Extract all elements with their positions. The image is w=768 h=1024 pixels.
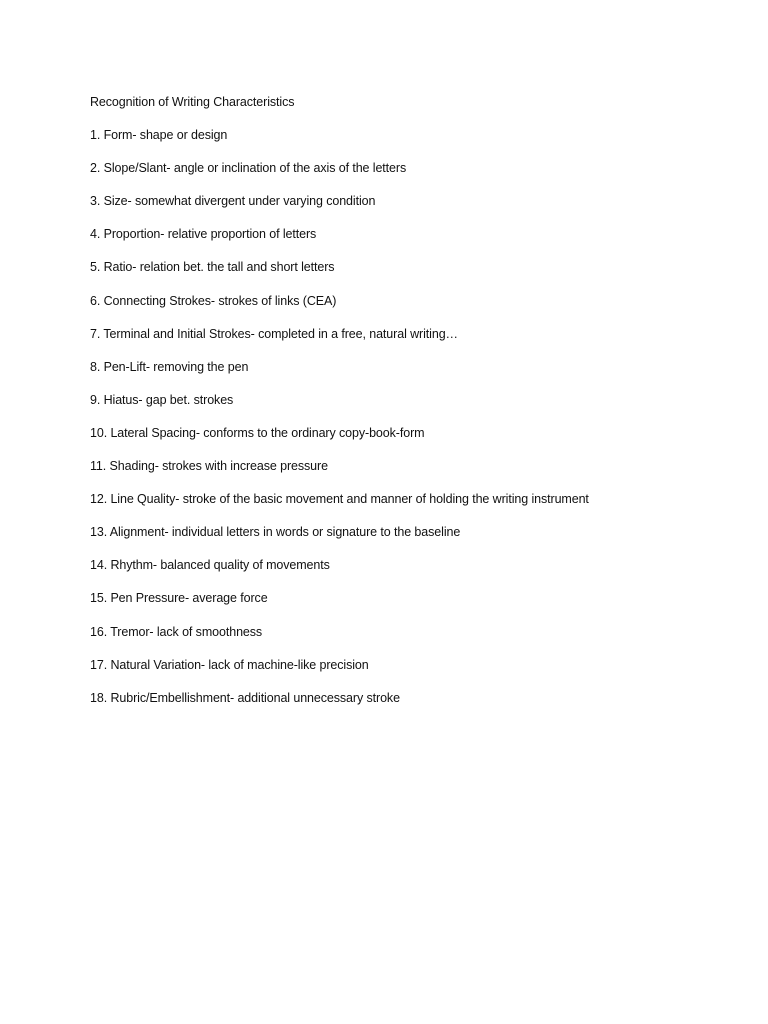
list-item: 4. Proportion- relative proportion of letters (90, 227, 317, 242)
list-item: 18. Rubric/Embellishment- additional unnecessary stroke (90, 690, 400, 705)
list-item: 5. Ratio- relation bet. the tall and short letters (90, 260, 335, 275)
list-item: 3. Size- somewhat divergent under varying condition (90, 194, 376, 209)
list-item: 15. Pen Pressure- average force (90, 591, 268, 606)
list-item: 9. Hiatus- gap bet. strokes (90, 392, 234, 407)
document-content (90, 92, 730, 721)
list-item: 7. Terminal and Initial Strokes- completed in a free, natural writing… (90, 326, 458, 341)
list-item: 17. Natural Variation- lack of machine-like precision (90, 657, 369, 672)
list-item: 16. Tremor- lack of smoothness (90, 624, 263, 639)
document-title: Recognition of Writing Characteristics (90, 95, 295, 109)
list-item: 11. Shading- strokes with increase pressure (90, 459, 328, 474)
list-item: 10. Lateral Spacing- conforms to the ordinary copy-book-form (90, 425, 425, 440)
list-item: 12. Line Quality- stroke of the basic movement and manner of holding the writing instrument (90, 492, 589, 507)
list-item: 2. Slope/Slant- angle or inclination of the axis of the letters (90, 161, 407, 176)
list-item: 14. Rhythm- balanced quality of movements (90, 558, 330, 573)
list-item: 1. Form- shape or design (90, 128, 228, 143)
list-item: 8. Pen-Lift- removing the pen (90, 359, 249, 374)
list-item: 13. Alignment- individual letters in words or signature to the baseline (90, 525, 461, 540)
list-item: 6. Connecting Strokes- strokes of links (CEA) (90, 293, 337, 308)
